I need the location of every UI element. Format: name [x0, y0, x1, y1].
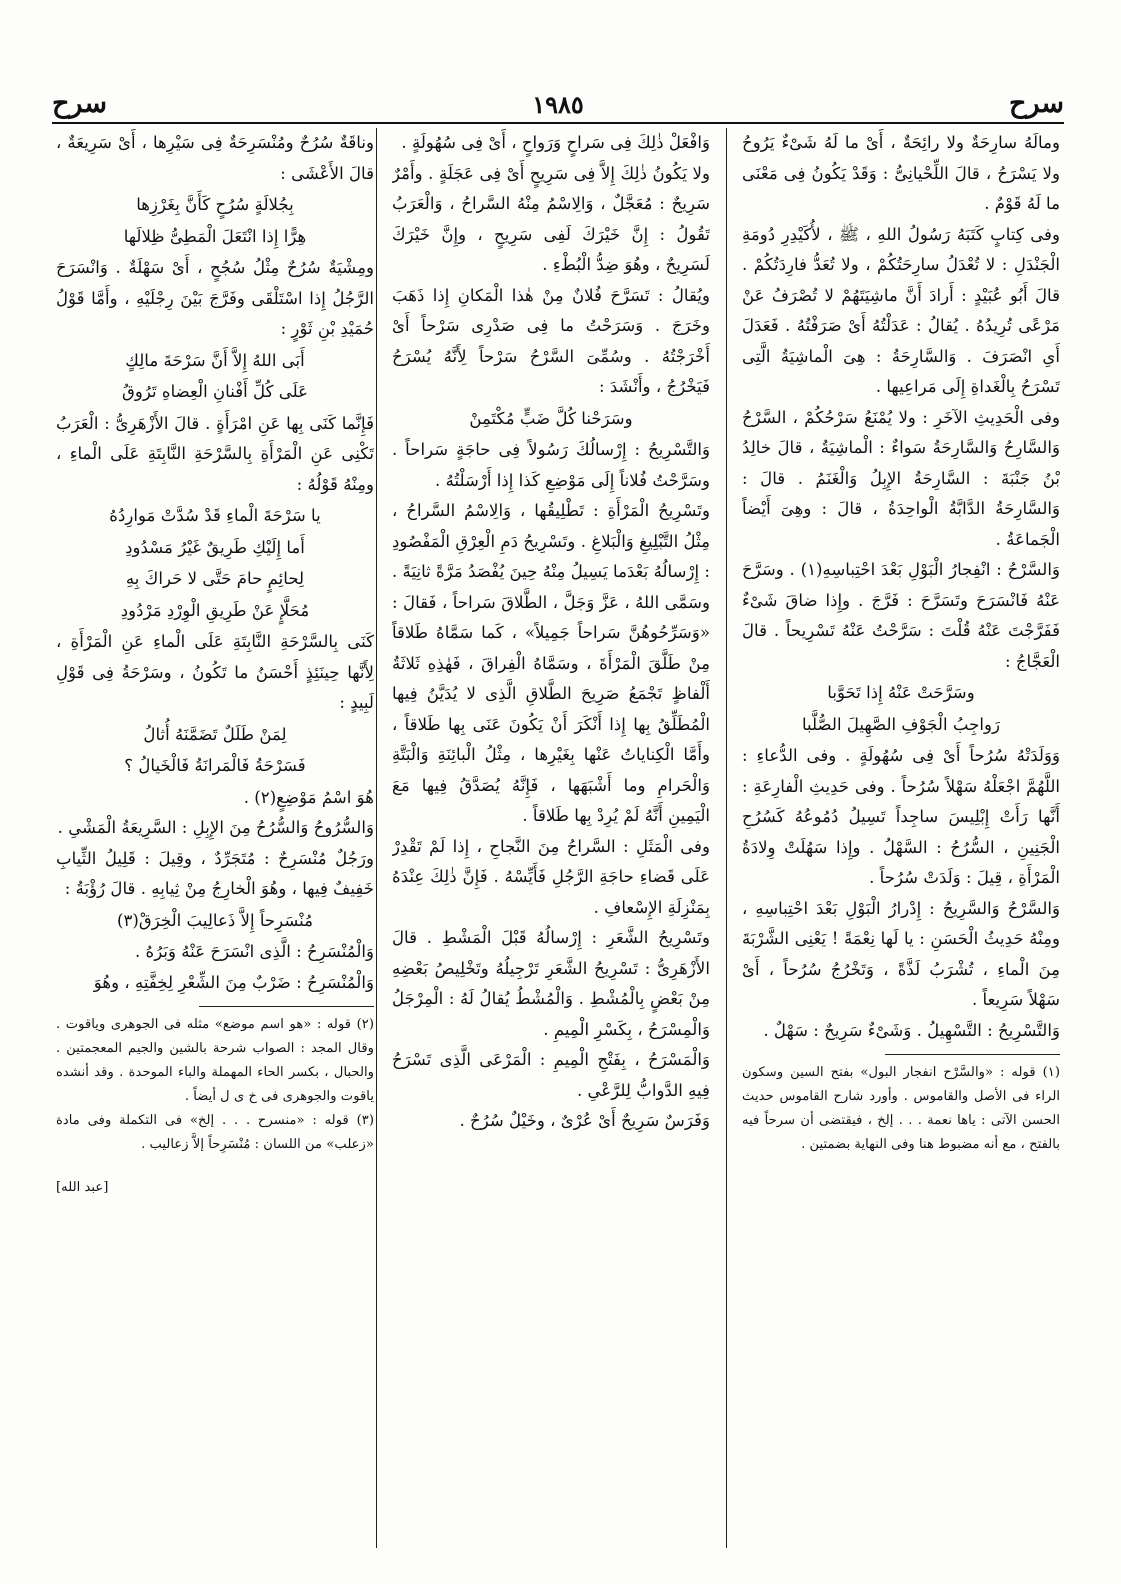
paragraph: ويُقالُ : تَسَرَّحَ فُلانٌ مِنْ هٰذا الْمَكانِ إِذا ذَهَبَ وخَرَجَ . وَسَرَحْتُ ما فِى صَدْرِى سَرْحاً أَىْ أَخْرَجْتُهُ . وسُمِّىَ السَّرْحُ سَرْحاً لِأَنَّهُ يُسْرَحُ فَيَخْرُجُ ، وأَنْشَدَ : [392, 285, 710, 396]
paragraph: وناقَةٌ سُرُحٌ ومُنْسَرِحَةٌ فِى سَيْرِها ، أَىْ سَرِيعَةٌ ، قالَ الأَعْشَى : [56, 133, 374, 183]
paragraph: ومِشْيَةٌ سُرُحٌ مِثْلُ سُجُحٍ ، أَىْ سَهْلَةٌ . وَانْسَرَحَ الرَّجُلُ إِذا اسْتَلْقَى وفَرَّجَ بَيْنَ رِجْلَيْهِ ، وأَمَّا قَوْلُ حُمَيْدِ بْنِ ثَوْرٍ : [56, 258, 374, 338]
text-column-middle [392, 128, 710, 1553]
column-divider [376, 128, 377, 1548]
paragraph: وَالسَّرْحُ وَالسَّرِيحُ : إِدْرارُ الْبَوْلِ بَعْدَ احْتِباسِهِ ، ومِنْهُ حَدِيثُ الْحَسَنِ : يا لَها نِعْمَةً ! يَعْنِى الشَّرْبَةَ مِنَ الْماءِ ، تُشْرَبُ لَذَّةً ، وَتَخْرُجُ سُرُحاً ، أَىْ سَهْلاً سَرِيعاً . [742, 898, 1060, 1009]
header-keyword-left: سرح [52, 88, 107, 119]
verse-line: أَما إِلَيْكِ طَرِيقٌ غَيْرُ مَسْدُودِ [125, 537, 305, 557]
paragraph: وَالسَّرْحُ : انْفِجارُ الْبَوْلِ بَعْدَ احْتِباسِهِ(١) . وسَرَّحَ عَنْهُ فَانْسَرَحَ وتَسَرَّحَ : فَرَّجَ . وإِذا ضاقَ شَىْءٌ فَفَرَّجْتَ عَنْهُ قُلْتَ : سَرَّحْتُ عَنْهُ تَسْرِيحاً . قالَ الْعَجَّاجُ : [742, 560, 1060, 671]
footnote: (٢) قوله : «هو اسم موضع» مثله فى الجوهرى وياقوت . وقال المجد : الصواب شرحة بالشين والجيم المعجمتين . والحبال ، بكسر الحاء المهملة والباء الموحدة . وقد أنشده ياقوت والجوهرى فى خ ى ل أيضاً . [56, 1017, 374, 1104]
paragraph: ومالَهُ سارِحَةٌ ولا رائِحَةٌ ، أَىْ ما لَهُ شَىْءٌ يَرُوحُ ولا يَسْرَحُ ، قالَ اللِّحْيانِىُّ : وَقَدْ يَكُونُ فِى مَعْنَى ما لَهُ قَوْمٌ . [742, 133, 1060, 213]
footnote: (٣) قوله : «منسرح . . . إلخ» فى التكملة وفى مادة «زعلب» من اللسان : مُنْسَرِحاً إلاَّ زعاليب . [56, 1113, 374, 1152]
verse-line: وسَرَّحَتْ عَنْهُ إِذا تَحَوَّبا [827, 683, 975, 702]
paragraph: كَنَى بِالسَّرْحَةِ النَّابِتَةِ عَلَى الْماءِ عَنِ الْمَرْأَةِ ، لِأَنَّها حِينَئِذٍ أَحْسَنُ ما تَكُونُ ، وسَرْحَةُ فِى قَوْلِ لَبِيدٍ : [56, 632, 374, 712]
paragraph: وَالتَّسْرِيحُ : التَّسْهِيلُ . وَشَىْءٌ سَرِيحٌ : سَهْلٌ . [763, 1020, 1060, 1040]
column-divider [726, 128, 727, 1548]
paragraph: وَالتَّسْرِيحُ : إِرْسالُكَ رَسُولاً فِى حاجَةٍ سَراحاً . وسَرَّحْتُ فُلاناً إِلَى مَوْضِعِ كَذا إِذا أَرْسَلْتُهُ . [392, 440, 710, 490]
paragraph: وتَسْرِيحُ الْمَرْأَةِ : تَطْلِيقُها ، وَالِاسْمُ السَّراحُ ، مِثْلُ التَّبْلِيغِ وَالْبَلاغِ . وتَسْرِيحُ دَمِ الْعِرْقِ الْمَفْصُودِ : إِرْسالُهُ بَعْدَما يَسِيلُ مِنْهُ حِينَ يُفْصَدُ مَرَّةً ثانِيَةً . وسَمَّى اللهُ ، عَزَّ وَجَلَّ ، الطَّلاقَ سَراحاً ، فَقالَ : «وَسَرِّحُوهُنَّ سَراحاً جَمِيلاً» ، كَما سَمَّاهُ طَلاقاً مِنْ طَلَّقَ الْمَرْأَةَ ، وسَمَّاهُ الْفِراقَ ، فَهٰذِهِ ثَلاثَةُ أَلْفاظٍ تَجْمَعُ صَرِيحَ الطَّلاقِ الَّذِى لا يُدَيَّنُ فِيها الْمُطَلِّقُ بِها إِذا أَنْكَرَ أَنْ يَكُونَ عَنَى بِها طَلاقاً ، وأَمَّا الْكِناياتُ عَنْها بِغَيْرِها ، مِثْلُ الْبائِنَةِ وَالْبَتَّةِ وَالْحَرامِ وما أَشْبَهَها ، فَإِنَّهُ يُصَدَّقُ فِيها مَعَ الْيَمِينِ أَنَّهُ لَمْ يُرِدْ بِها طَلاقاً . [392, 501, 710, 825]
verse-line: عَلَى كُلِّ أَفْنانِ الْعِضاهِ تَرُوقُ [121, 382, 309, 401]
verse-line: مُنْسَرِحاً إِلاَّ ذَعالِيبَ الْخِرَقْ(٣) [116, 910, 314, 930]
paragraph: ولا يَكُونُ ذٰلِكَ إِلاَّ فِى سَرِيحٍ أَىْ فِى عَجَلَةٍ . وأَمْرٌ سَرِيحٌ : مُعَجَّلٌ ، وَالِاسْمُ مِنْهُ السَّراحُ ، وَالْعَرَبُ تَقُولُ : إِنَّ خَيْرَكَ لَفِى سَرِيحٍ ، وإِنَّ خَيْرَكَ لَسَرِيحٌ ، وهُوَ ضِدُّ الْبُطْءِ . [392, 163, 710, 274]
verse-line: يا سَرْحَةَ الْماءِ قَدْ سُدَّتْ مَوارِدُهُ [109, 506, 321, 525]
page-number: ١٩٨٥ [532, 90, 584, 119]
paragraph: وفى الْحَدِيثِ الآخَرِ : ولا يُمْنَعُ سَرْحُكُمْ ، السَّرْحُ وَالسَّارِحُ وَالسَّارِحَةُ سَواءٌ : الْماشِيَةُ ، قالَ خالِدُ بْنُ جَنْبَةَ : السَّارِحَةُ الإِبِلُ وَالْغَنَمُ . قالَ : وَالسَّارِحَةُ الدَّابَّةُ الْواحِدَةُ ، قالَ : وهِىَ أَيْضاً الْجَماعَةُ . [742, 407, 1060, 549]
text-column-left [56, 128, 374, 1553]
verse-line: رَواجِبُ الْجَوْفِ الصَّهِيلَ الصُّلَّبا [801, 714, 1001, 734]
verse-line: أَبَى اللهُ إِلاَّ أَنَّ سَرْحَةَ مالِكٍ [125, 350, 305, 370]
text-column-right [742, 128, 1060, 1553]
header-keyword-right: سرح [1009, 88, 1064, 119]
paragraph: وفى كِتابٍ كَتَبَهُ رَسُولُ اللهِ ، ﷺ ، لأُكَيْدِرِ دُومَةِ الْجَنْدَلِ : لا تُعْدَلُ سارِحَتُكُمْ ، ولا تُعَدُّ فارِدَتُكُمْ . قالَ أَبُو عُبَيْدٍ : أَرادَ أَنَّ ماشِيَتَهُمْ لا تُصْرَفُ عَنْ مَرْعًى تُرِيدُهُ . يُقالُ : عَدَلْتُهُ أَىْ صَرَفْتُهُ . فَعَدَلَ أَىِ انْصَرَفَ . وَالسَّارِحَةُ : هِىَ الْماشِيَةُ الَّتِى تَسْرَحُ بِالْغَداةِ إِلَى مَراعِيها . [742, 224, 1060, 396]
verse-line: لِحائِمٍ حامَ حَتَّى لا حَراكَ بِهِ [125, 569, 305, 588]
paragraph: فَإِنَّما كَنَى بِها عَنِ امْرَأَةٍ . قالَ الأَزْهَرِىُّ : الْعَرَبُ تَكْنِى عَنِ الْمَرْأَةِ بِالسَّرْحَةِ النَّابِتَةِ عَلَى الْماءِ ، ومِنْهُ قَوْلُهُ : [56, 413, 374, 494]
verse-line: بِجُلالَةٍ سُرُحٍ كَأَنَّ بِغَرْزِها [136, 195, 294, 214]
verse-line: فَسَرْحَةُ فَالْمَرانَةُ فَالْخَيالُ ؟ [124, 756, 306, 775]
paragraph: وَالْمَسْرَحُ ، بِفَتْحِ الْمِيمِ : الْمَرْعَى الَّذِى تَسْرَحُ فِيهِ الدَّوابُّ لِلرَّعْىِ . [392, 1050, 710, 1100]
footnote-separator [885, 1054, 1060, 1055]
paragraph: هُوَ اسْمُ مَوْضِعٍ(٢) . [243, 787, 374, 807]
footnote: (١) قوله : «والسَّرْح انفجار البول» بفتح السين وسكون الراء فى الأصل والقاموس . وأورد شارح القاموس حديث الحسن الآتى : ياها نعمة . . . إلخ ، فيقتضى أن سرحاً فيه بالفتح ، مع أنه مضبوط هنا وفى النهاية بضمتين . [742, 1065, 1060, 1152]
page-header [52, 88, 1064, 124]
verse-line: مُحَلَّإٍ عَنْ طَرِيقِ الْوِرْدِ مَرْدُودِ [120, 600, 310, 620]
verse-line: هِرًّا إِذا انْتَعَلَ الْمَطِىُّ ظِلالَها [123, 226, 307, 246]
paragraph: ورَجُلٌ مُنْسَرِحٌ : مُتَجَرِّدٌ ، وقِيلَ : قَلِيلُ الثِّيابِ خَفِيفٌ فِيها ، وهُوَ الْخارِجُ مِنْ ثِيابِهِ . قالَ رُؤْبَةُ : [56, 848, 374, 898]
verse-line: لِمَنْ طَلَلٌ تَضَمَّنَهُ أُثالُ [143, 724, 287, 744]
footnote-separator [199, 1006, 374, 1007]
paragraph: وَالسُّرُوحُ وَالسُّرُحُ مِنَ الإِبِلِ : السَّرِيعَةُ الْمَشْىِ . [57, 818, 374, 837]
paragraph: وفى الْمَثَلِ : السَّراحُ مِنَ النَّجاحِ ، إِذا لَمْ تَقْدِرْ عَلَى قَضاءِ حاجَةِ الرَّجُلِ فَأَيِّسْهُ . فَإِنَّ ذٰلِكَ عِنْدَهُ بِمَنْزِلَةِ الإِسْعافِ . [392, 836, 710, 917]
paragraph: وَوَلَدَتْهُ سُرُحاً أَىْ فِى سُهُولَةٍ . وفى الدُّعاءِ : اللَّهُمَّ اجْعَلْهُ سَهْلاً سُرُحاً . وفى حَدِيثِ الْفارِعَةِ : أَنَّها رَأَتْ إِبْلِيسَ ساجِداً تَسِيلُ دُمُوعُهُ كَسُرُحِ الْجَنِينِ ، السُّرُحُ : السَّهْلُ . وإِذا سَهُلَتْ وِلادَةُ الْمَرْأَةِ ، قِيلَ : وَلَدَتْ سُرُحاً . [742, 746, 1060, 887]
paragraph: وَفَرَسٌ سَرِيحٌ أَىْ عُرْىٌ ، وخَيْلٌ سُرُحٌ . [459, 1111, 710, 1130]
verse-line: وسَرَحْنا كُلَّ ضَبٍّ مُكْتَمِنْ [469, 408, 633, 428]
paragraph: وَافْعَلْ ذٰلِكَ فِى سَراحٍ وَرَواحٍ ، أَىْ فِى سُهُولَةٍ . [401, 133, 710, 152]
paragraph: وَالْمُنْسَرِحُ : ضَرْبٌ مِنَ الشِّعْرِ لِخِفَّتِهِ ، وهُوَ [93, 972, 374, 992]
paragraph: وتَسْرِيحُ الشَّعَرِ : إِرْسالُهُ قَبْلَ الْمَشْطِ . قالَ الأَزْهَرِىُّ : تَسْرِيحُ الشَّعَرِ تَرْجِيلُهُ وتَخْلِيصُ بَعْضِهِ مِنْ بَعْضٍ بِالْمُشْطِ . وَالْمُشْطُ يُقالُ لَهُ : الْمِرْجَلُ وَالْمِسْرَحُ ، بِكَسْرِ الْمِيمِ . [392, 928, 710, 1039]
editor-signature: [عبد الله] [56, 1180, 109, 1195]
paragraph: وَالْمُنْسَرِحُ : الَّذِى انْسَرَحَ عَنْهُ وَبَرُهُ . [134, 942, 374, 961]
